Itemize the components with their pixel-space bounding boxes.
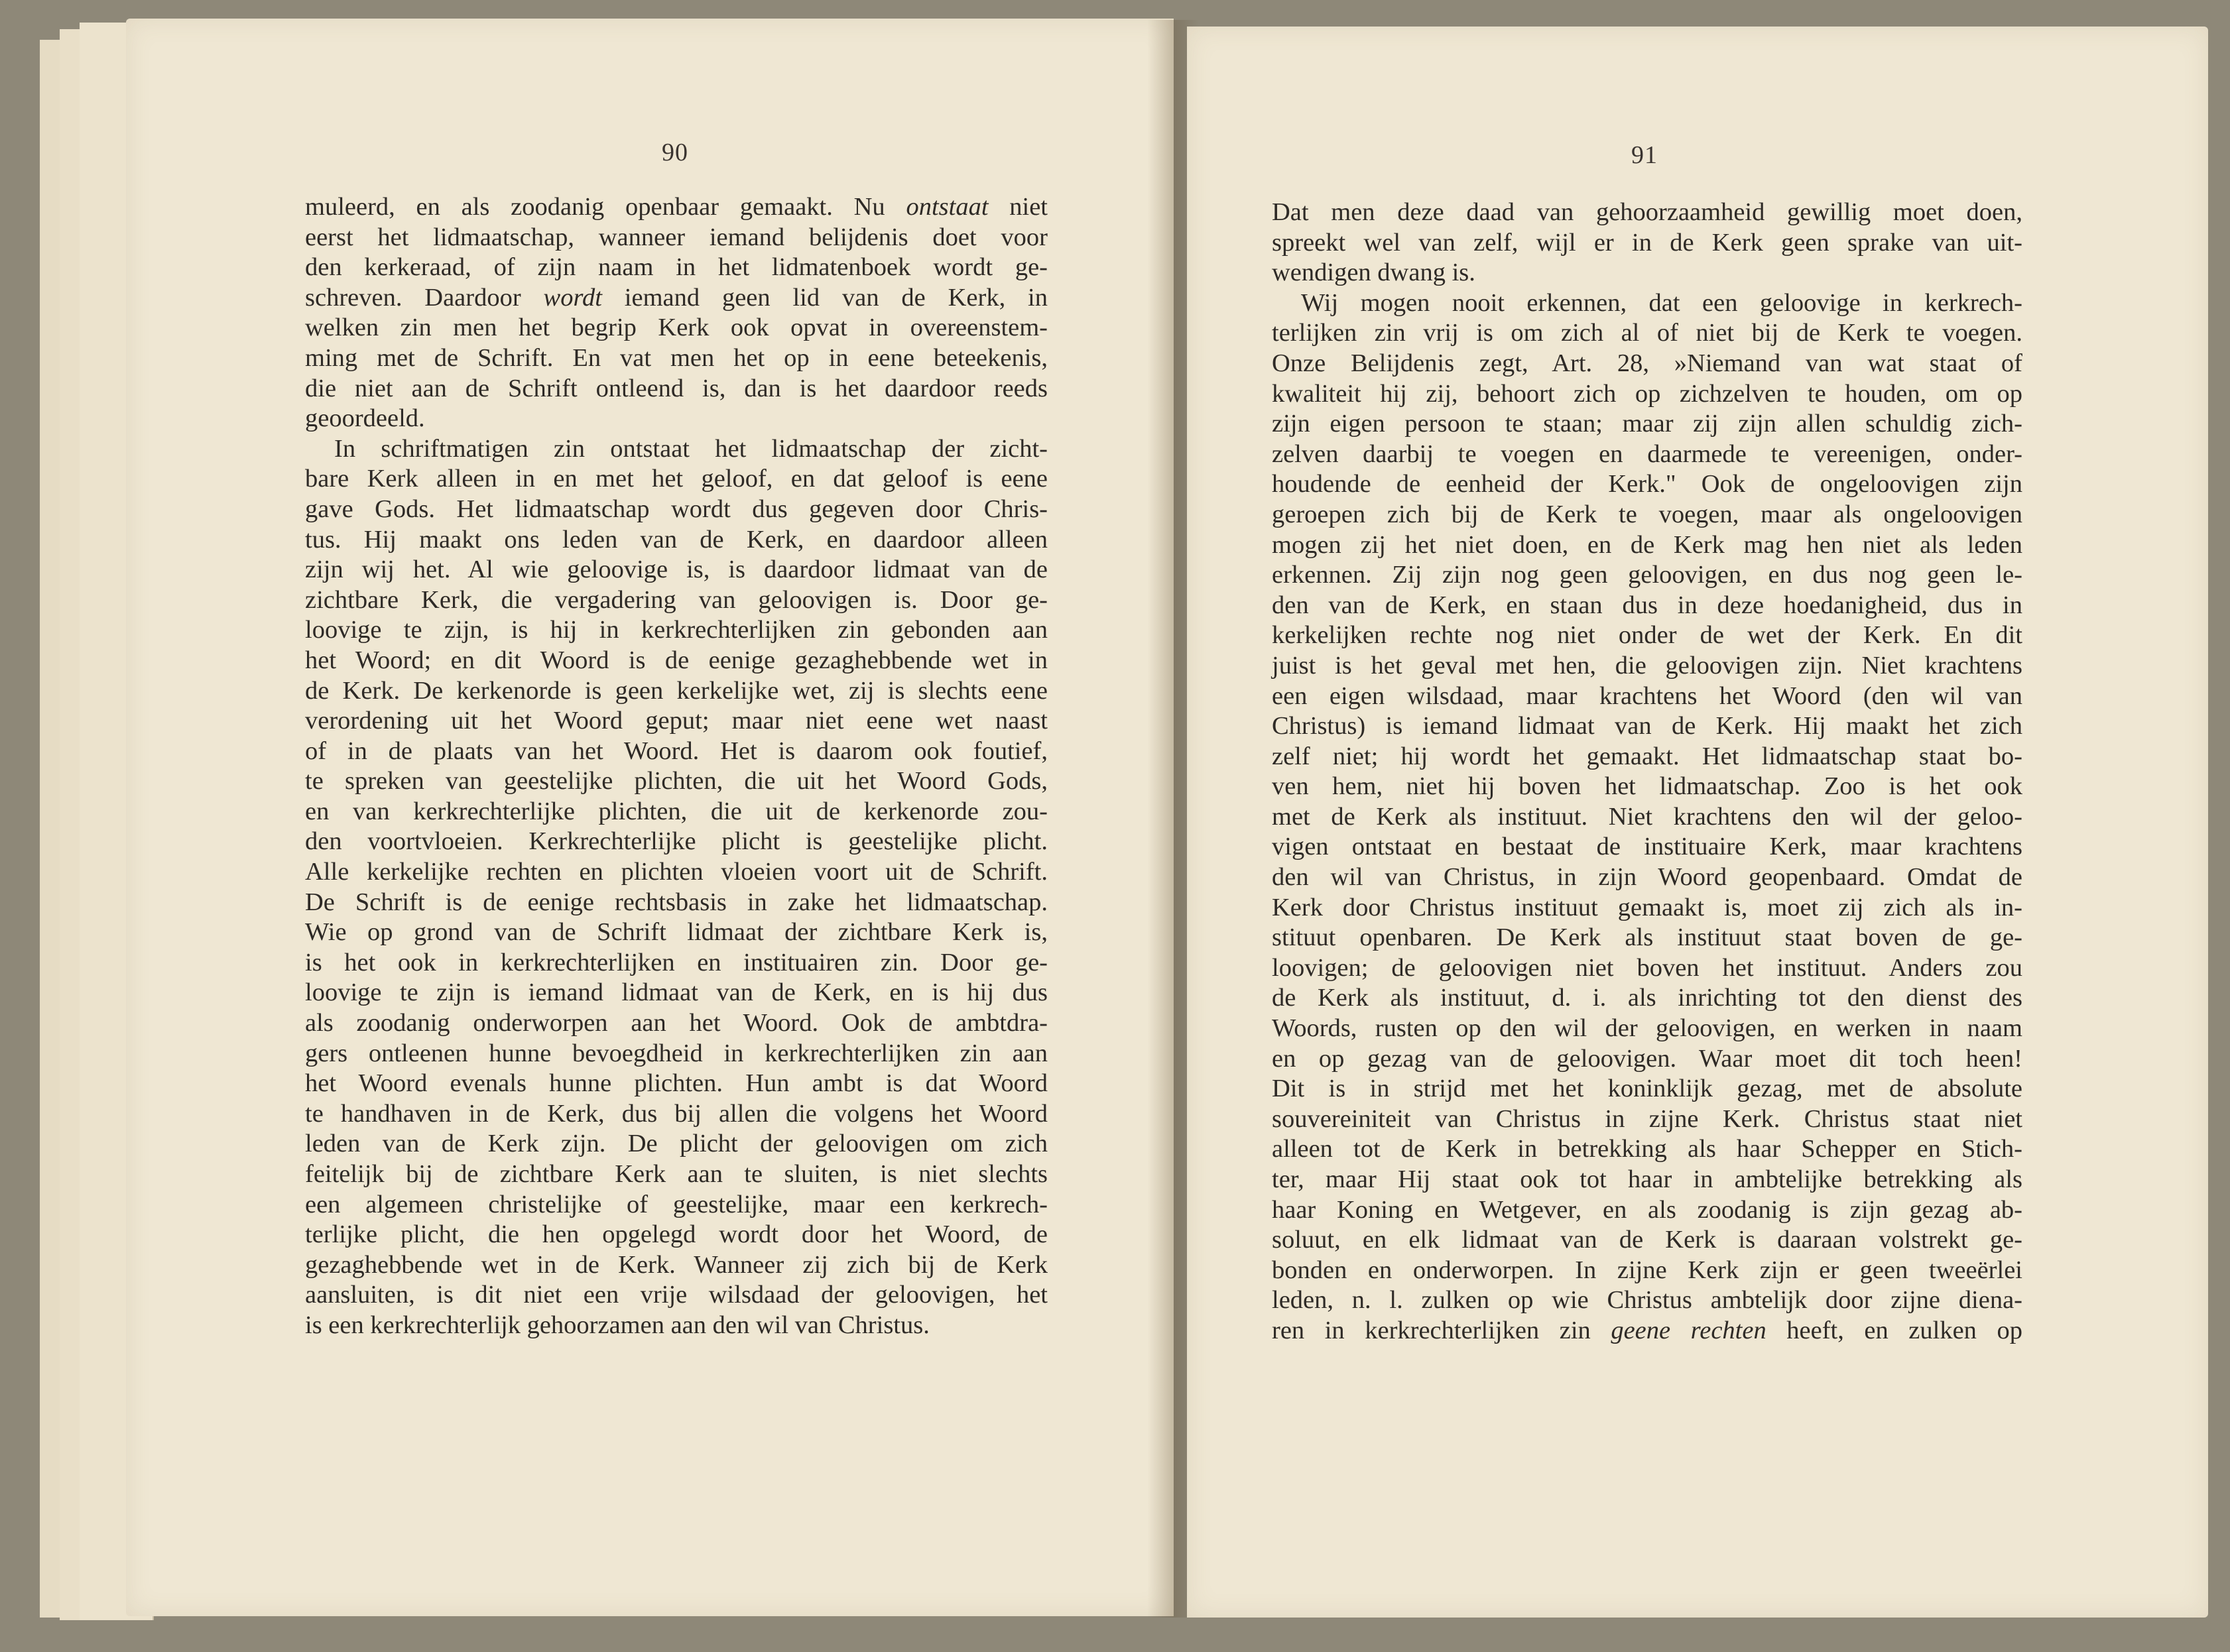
text-line: de Kerk. De kerkenorde is geen kerkelijke wet, zij is slechts eene [305, 676, 1048, 705]
text-line: gave Gods. Het lidmaatschap wordt dus gegeven door Chris- [305, 495, 1048, 523]
text-line: juist is het geval met hen, die geloovigen zijn. Niet krachtens [1272, 651, 2022, 679]
text-line: als zoodanig onderworpen aan het Woord. Ook de ambtdra- [305, 1009, 1048, 1037]
left-page [126, 19, 1174, 1616]
text-line: wendigen dwang is. [1272, 259, 1475, 287]
text-line: spreekt wel van zelf, wijl er in de Kerk geen sprake van uit- [1272, 228, 2022, 257]
text-line: Onze Belijdenis zegt, Art. 28, »Niemand van wat staat of [1272, 349, 2022, 377]
text-line: zijn eigen persoon te staan; maar zij zijn allen schuldig zich- [1272, 410, 2022, 438]
right-page-text [1272, 198, 2022, 1346]
text-line: een eigen wilsdaad, maar krachtens het Woord (den wil van [1272, 681, 2022, 710]
text-line: is een kerkrechterlijk gehoorzamen aan den wil van Christus. [305, 1311, 930, 1339]
page-number: 90 [662, 139, 688, 166]
emphasis: ontstaat [906, 193, 989, 221]
text-line: kwaliteit hij zij, behoort zich op zichzelven te houden, om op [1272, 379, 2022, 408]
text-line: vigen ontstaat en bestaat de instituaire Kerk, maar krachtens [1272, 833, 2022, 861]
text-line: kerkelijken rechte nog niet onder de wet der Kerk. En dit [1272, 621, 2022, 650]
text-line: den van de Kerk, en staan dus in deze hoedanigheid, dus in [1272, 591, 2022, 619]
text-line: de Kerk als instituut, d. i. als inrichting tot den dienst des [1272, 984, 2022, 1012]
text-line: Wij mogen nooit erkennen, dat een geloovige in kerkrech- [1301, 288, 2022, 317]
text-line: houdende de eenheid der Kerk." Ook de ongeloovigen zijn [1272, 470, 2022, 499]
left-page-text [305, 192, 1048, 1341]
text-line: feitelijk bij de zichtbare Kerk aan te sluiten, is niet slechts [305, 1160, 1048, 1188]
text-line: ming met de Schrift. En vat men het op in eene beteekenis, [305, 343, 1048, 372]
text-line: Alle kerkelijke rechten en plichten vloeien voort uit de Schrift. [305, 858, 1048, 886]
text-line: geoordeeld. [305, 404, 425, 433]
text-line: muleerd, en als zoodanig openbaar gemaakt. Nu ontstaat niet [305, 193, 1048, 221]
text-line: bare Kerk alleen in en met het geloof, en dat geloof is eene [305, 465, 1048, 493]
text-line: gers ontleenen hunne bevoegdheid in kerkrechterlijken zin aan [305, 1039, 1048, 1067]
text-line: De Schrift is de eenige rechtsbasis in zake het lidmaatschap. [305, 888, 1048, 916]
text-line: haar Koning en Wetgever, en als zoodanig is zijn gezag ab- [1272, 1195, 2022, 1224]
text-line: het Woord evenals hunne plichten. Hun ambt is dat Woord [305, 1069, 1048, 1098]
text-line: den wil van Christus, in zijn Woord geopenbaard. Omdat de [1272, 863, 2022, 892]
text-line: te handhaven in de Kerk, dus bij allen die volgens het Woord [305, 1099, 1048, 1128]
text-line: zelven daarbij te voegen en daarmede te vereenigen, onder- [1272, 440, 2022, 468]
text-line: zichtbare Kerk, die vergadering van geloovigen is. Door ge- [305, 585, 1048, 614]
text-line: zelf niet; hij wordt het gemaakt. Het lidmaatschap staat bo- [1272, 742, 2022, 770]
text-line: en van kerkrechterlijke plichten, die uit de kerkenorde zou- [305, 797, 1048, 825]
text-line: alleen tot de Kerk in betrekking als haar Schepper en Stich- [1272, 1135, 2022, 1163]
text-line: ven hem, niet hij boven het lidmaatschap. Zoo is het ook [1272, 772, 2022, 801]
text-line: loovigen; de geloovigen niet boven het instituut. Anders zou [1272, 953, 2022, 982]
right-page [1187, 27, 2208, 1618]
text-line: tus. Hij maakt ons leden van de Kerk, en daardoor alleen [305, 525, 1048, 554]
text-line: schreven. Daardoor wordt iemand geen lid van de Kerk, in [305, 283, 1048, 312]
text-line: gezaghebbende wet in de Kerk. Wanneer zij zich bij de Kerk [305, 1250, 1048, 1279]
text-line: loovige te zijn is iemand lidmaat van de Kerk, en is hij dus [305, 978, 1048, 1007]
text-line: het Woord; en dit Woord is de eenige gezaghebbende wet in [305, 646, 1048, 674]
text-line: souvereiniteit van Christus in zijne Kerk. Christus staat niet [1272, 1104, 2022, 1133]
text-line: Woords, rusten op den wil der geloovigen, en werken in naam [1272, 1014, 2022, 1043]
text-line: Dat men deze daad van gehoorzaamheid gewillig moet doen, [1272, 198, 2022, 226]
text-line: den voortvloeien. Kerkrechterlijke plicht is geestelijke plicht. [305, 827, 1048, 856]
text-line: is het ook in kerkrechterlijken en instituairen zin. Door ge- [305, 948, 1048, 976]
text-line: mogen zij het niet doen, en de Kerk mag hen niet als leden [1272, 530, 2022, 559]
text-line: bonden en onderworpen. In zijne Kerk zijn er geen tweeërlei [1272, 1256, 2022, 1284]
text-line: welken zin men het begrip Kerk ook opvat in overeenstem- [305, 314, 1048, 342]
text-line: aansluiten, is dit niet een vrije wilsdaad der geloovigen, het [305, 1281, 1048, 1309]
text-line: en op gezag van de geloovigen. Waar moet dit toch heen! [1272, 1044, 2022, 1073]
text-line: zijn wij het. Al wie geloovige is, is daardoor lidmaat van de [305, 556, 1048, 584]
text-line: met de Kerk als instituut. Niet krachtens den wil der geloo- [1272, 802, 2022, 831]
text-line: of in de plaats van het Woord. Het is daarom ook foutief, [305, 737, 1048, 765]
text-line: leden van de Kerk zijn. De plicht der geloovigen om zich [305, 1130, 1048, 1158]
text-line: ter, maar Hij staat ook tot haar in ambtelijke betrekking als [1272, 1165, 2022, 1193]
text-line: terlijke plicht, die hen opgelegd wordt door het Woord, de [305, 1220, 1048, 1249]
text-line: ren in kerkrechterlijken zin geene rechten heeft, en zulken op [1272, 1316, 2022, 1344]
text-line: te spreken van geestelijke plichten, die uit het Woord Gods, [305, 767, 1048, 796]
text-line: terlijken zin vrij is om zich al of niet bij de Kerk te voegen. [1272, 319, 2022, 347]
text-line: Dit is in strijd met het koninklijk gezag, met de absolute [1272, 1075, 2022, 1103]
text-line: eerst het lidmaatschap, wanneer iemand belijdenis doet voor [305, 223, 1048, 251]
text-line: geroepen zich bij de Kerk te voegen, maar als ongeloovigen [1272, 500, 2022, 528]
text-line: Christus) is iemand lidmaat van de Kerk. Hij maakt het zich [1272, 712, 2022, 740]
text-line: verordening uit het Woord geput; maar niet eene wet naast [305, 707, 1048, 735]
text-line: stituut openbaren. De Kerk als instituut staat boven de ge- [1272, 923, 2022, 952]
text-line: loovige te zijn, is hij in kerkrechterlijken zin gebonden aan [305, 616, 1048, 644]
text-line: Kerk door Christus instituut gemaakt is, moet zij zich als in- [1272, 893, 2022, 921]
text-line: soluut, en elk lidmaat van de Kerk is daaraan volstrekt ge- [1272, 1226, 2022, 1254]
text-line: den kerkeraad, of zijn naam in het lidmatenboek wordt ge- [305, 253, 1048, 282]
text-line: een algemeen christelijke of geestelijke, maar een kerkrech- [305, 1190, 1048, 1218]
emphasis: geene rechten [1611, 1316, 1766, 1344]
text-line: erkennen. Zij zijn nog geen geloovigen, en dus nog geen le- [1272, 561, 2022, 589]
page-number: 91 [1631, 141, 1658, 169]
text-line: leden, n. l. zulken op wie Christus ambtelijk door zijne diena- [1272, 1286, 2022, 1315]
text-line: die niet aan de Schrift ontleend is, dan is het daardoor reeds [305, 374, 1048, 402]
text-line: In schriftmatigen zin ontstaat het lidmaatschap der zicht- [334, 434, 1048, 463]
text-line: Wie op grond van de Schrift lidmaat der zichtbare Kerk is, [305, 918, 1048, 947]
emphasis: wordt [543, 283, 602, 312]
